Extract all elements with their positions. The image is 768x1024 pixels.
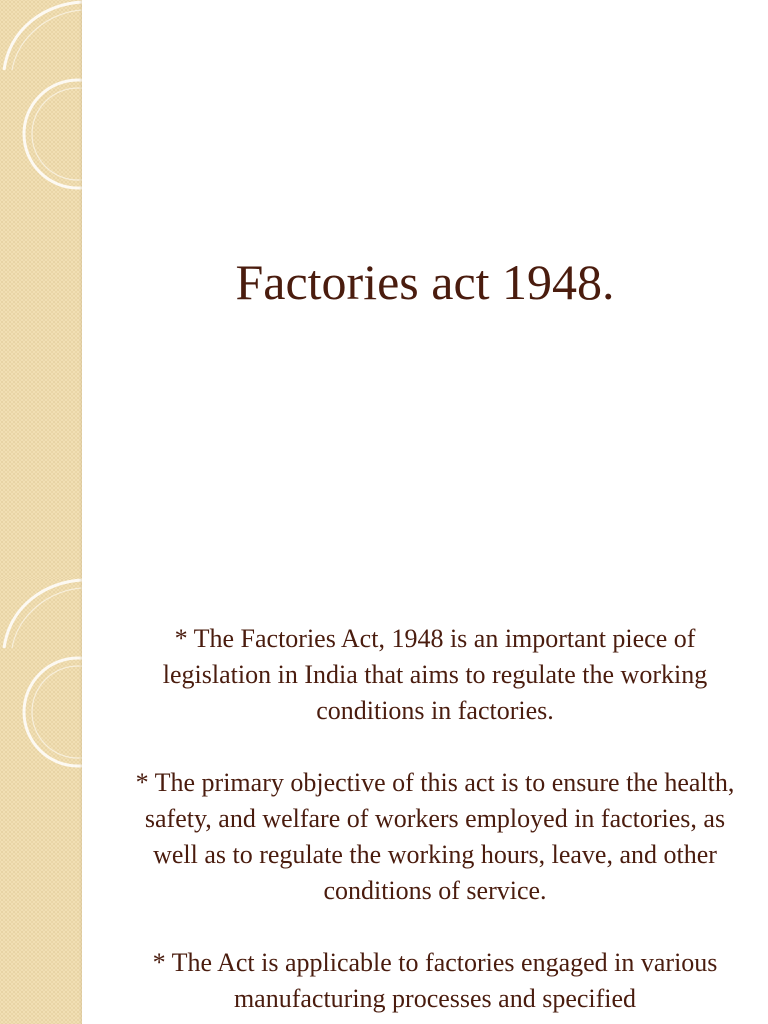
band-edge-shadow — [79, 578, 82, 1024]
decorative-side-band-bottom — [0, 578, 82, 1024]
body-paragraph-1: * The Factories Act, 1948 is an important piece of legislation in India that aims to regulate the working conditions in factories. — [162, 624, 708, 725]
swirl-ornament-bottom — [0, 578, 82, 778]
slide-body — [120, 621, 750, 1024]
swirl-ornament-top — [0, 0, 82, 200]
slide-title: Factories act 1948. — [235, 254, 615, 310]
body-paragraph-3: * The Act is applicable to factories engaged in various manufacturing processes and specified — [152, 948, 718, 1013]
body-paragraph-2: * The primary objective of this act is to ensure the health, safety, and welfare of workers employed in factories, as well as to regulate the working hours, leave, and other conditions of service. — [135, 768, 735, 905]
decorative-side-band-top — [0, 0, 82, 578]
